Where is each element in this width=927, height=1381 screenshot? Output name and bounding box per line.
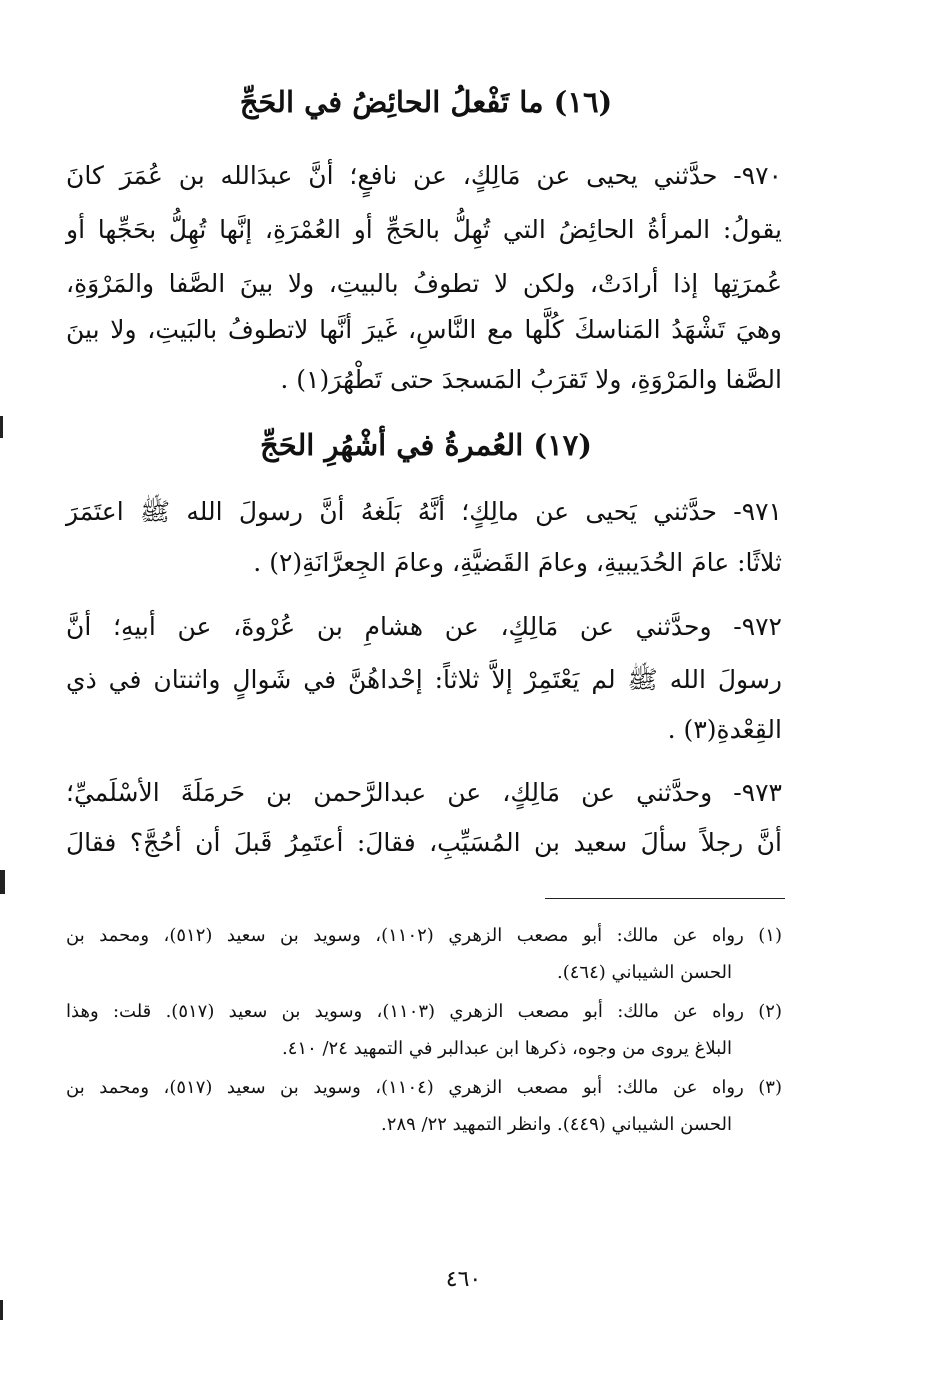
- footnote-2-line: البلاغ يروى من وجوه، ذكرها ابن عبدالبر في التمهيد ٢٤/ ٤١٠.: [282, 1038, 732, 1059]
- text-line: الصَّفا والمَرْوَةِ، ولا تَقرَبُ المَسجدَ حتى تَطْهُرَ(١) .: [280, 365, 782, 394]
- scan-edge-mark: [0, 870, 5, 894]
- scan-edge-mark: [0, 1300, 3, 1320]
- text-line: يقولُ: المرأةُ الحائِضُ التي تُهِلُّ بالحَجِّ أو العُمْرَةِ، إنَّها تُهِلُّ بحَجِّها أو: [66, 215, 782, 244]
- section-heading-17: (١٧) العُمرةُ في أشْهُرِ الحَجِّ: [260, 428, 592, 462]
- footnote-3-line: (٣) رواه عن مالك: أبو مصعب الزهري (١١٠٤)، وسويد بن سعيد (٥١٧)، ومحمد بن: [66, 1077, 782, 1098]
- text-line: ٩٧٢- وحدَّثني عن مَالِكٍ، عن هشامِ بن عُرْوةَ، عن أبيهِ؛ أنَّ: [66, 612, 782, 641]
- text-line: ثلاثًا: عامَ الحُدَيبيةِ، وعامَ القَضيَّةِ، وعامَ الجِعرَّانَةِ(٢) .: [253, 548, 782, 577]
- footnote-divider: [545, 898, 785, 899]
- scan-edge-mark: [0, 416, 3, 438]
- section-heading-16: (١٦) ما تَفْعلُ الحائِضُ في الحَجِّ: [239, 85, 613, 119]
- footnote-3-line: الحسن الشيباني (٤٤٩). وانظر التمهيد ٢٢/ ٢٨٩.: [381, 1114, 732, 1135]
- text-line: القِعْدةِ(٣) .: [667, 715, 782, 744]
- text-line: رسولَ الله ﷺ لم يَعْتَمِرْ إلاَّ ثلاثاً: إحْداهُنَّ في شَوالٍ واثنتان في ذي: [66, 665, 782, 694]
- footnote-2-line: (٢) رواه عن مالك: أبو مصعب الزهري (١١٠٣)، وسويد بن سعيد (٥١٧). قلت: وهذا: [66, 1001, 782, 1022]
- text-line: وهيَ تَشْهَدُ المَناسكَ كُلَّها مع النَّاسِ، غَيرَ أنَّها لاتطوفُ بالبَيتِ، ولا بينَ: [66, 315, 782, 344]
- page-number: ٤٦٠: [445, 1267, 482, 1292]
- text-line: عُمرَتِها إذا أرادَتْ، ولكن لا تطوفُ بالبيتِ، ولا بينَ الصَّفا والمَرْوَةِ،: [66, 269, 782, 298]
- footnote-1-line: الحسن الشيباني (٤٦٤).: [557, 962, 732, 983]
- text-line: ٩٧٠- حدَّثني يحيى عن مَالِكٍ، عن نافعٍ؛ أنَّ عبدَالله بن عُمَرَ كانَ: [66, 161, 782, 190]
- text-line: ٩٧٣- وحدَّثني عن مَالِكٍ، عن عبدالرَّحمن بن حَرمَلَةَ الأسْلَميِّ؛: [66, 778, 782, 807]
- text-line: أنَّ رجلاً سألَ سعيد بن المُسَيِّبِ، فقالَ: أعتَمِرُ قَبلَ أن أحُجَّ؟ فقالَ: [66, 828, 782, 857]
- footnote-1-line: (١) رواه عن مالك: أبو مصعب الزهري (١١٠٢)، وسويد بن سعيد (٥١٢)، ومحمد بن: [66, 925, 782, 946]
- text-line: ٩٧١- حدَّثني يَحيى عن مالِكٍ؛ أنَّهُ بَلَغهُ أنَّ رسولَ الله ﷺ اعتَمَرَ: [66, 497, 782, 526]
